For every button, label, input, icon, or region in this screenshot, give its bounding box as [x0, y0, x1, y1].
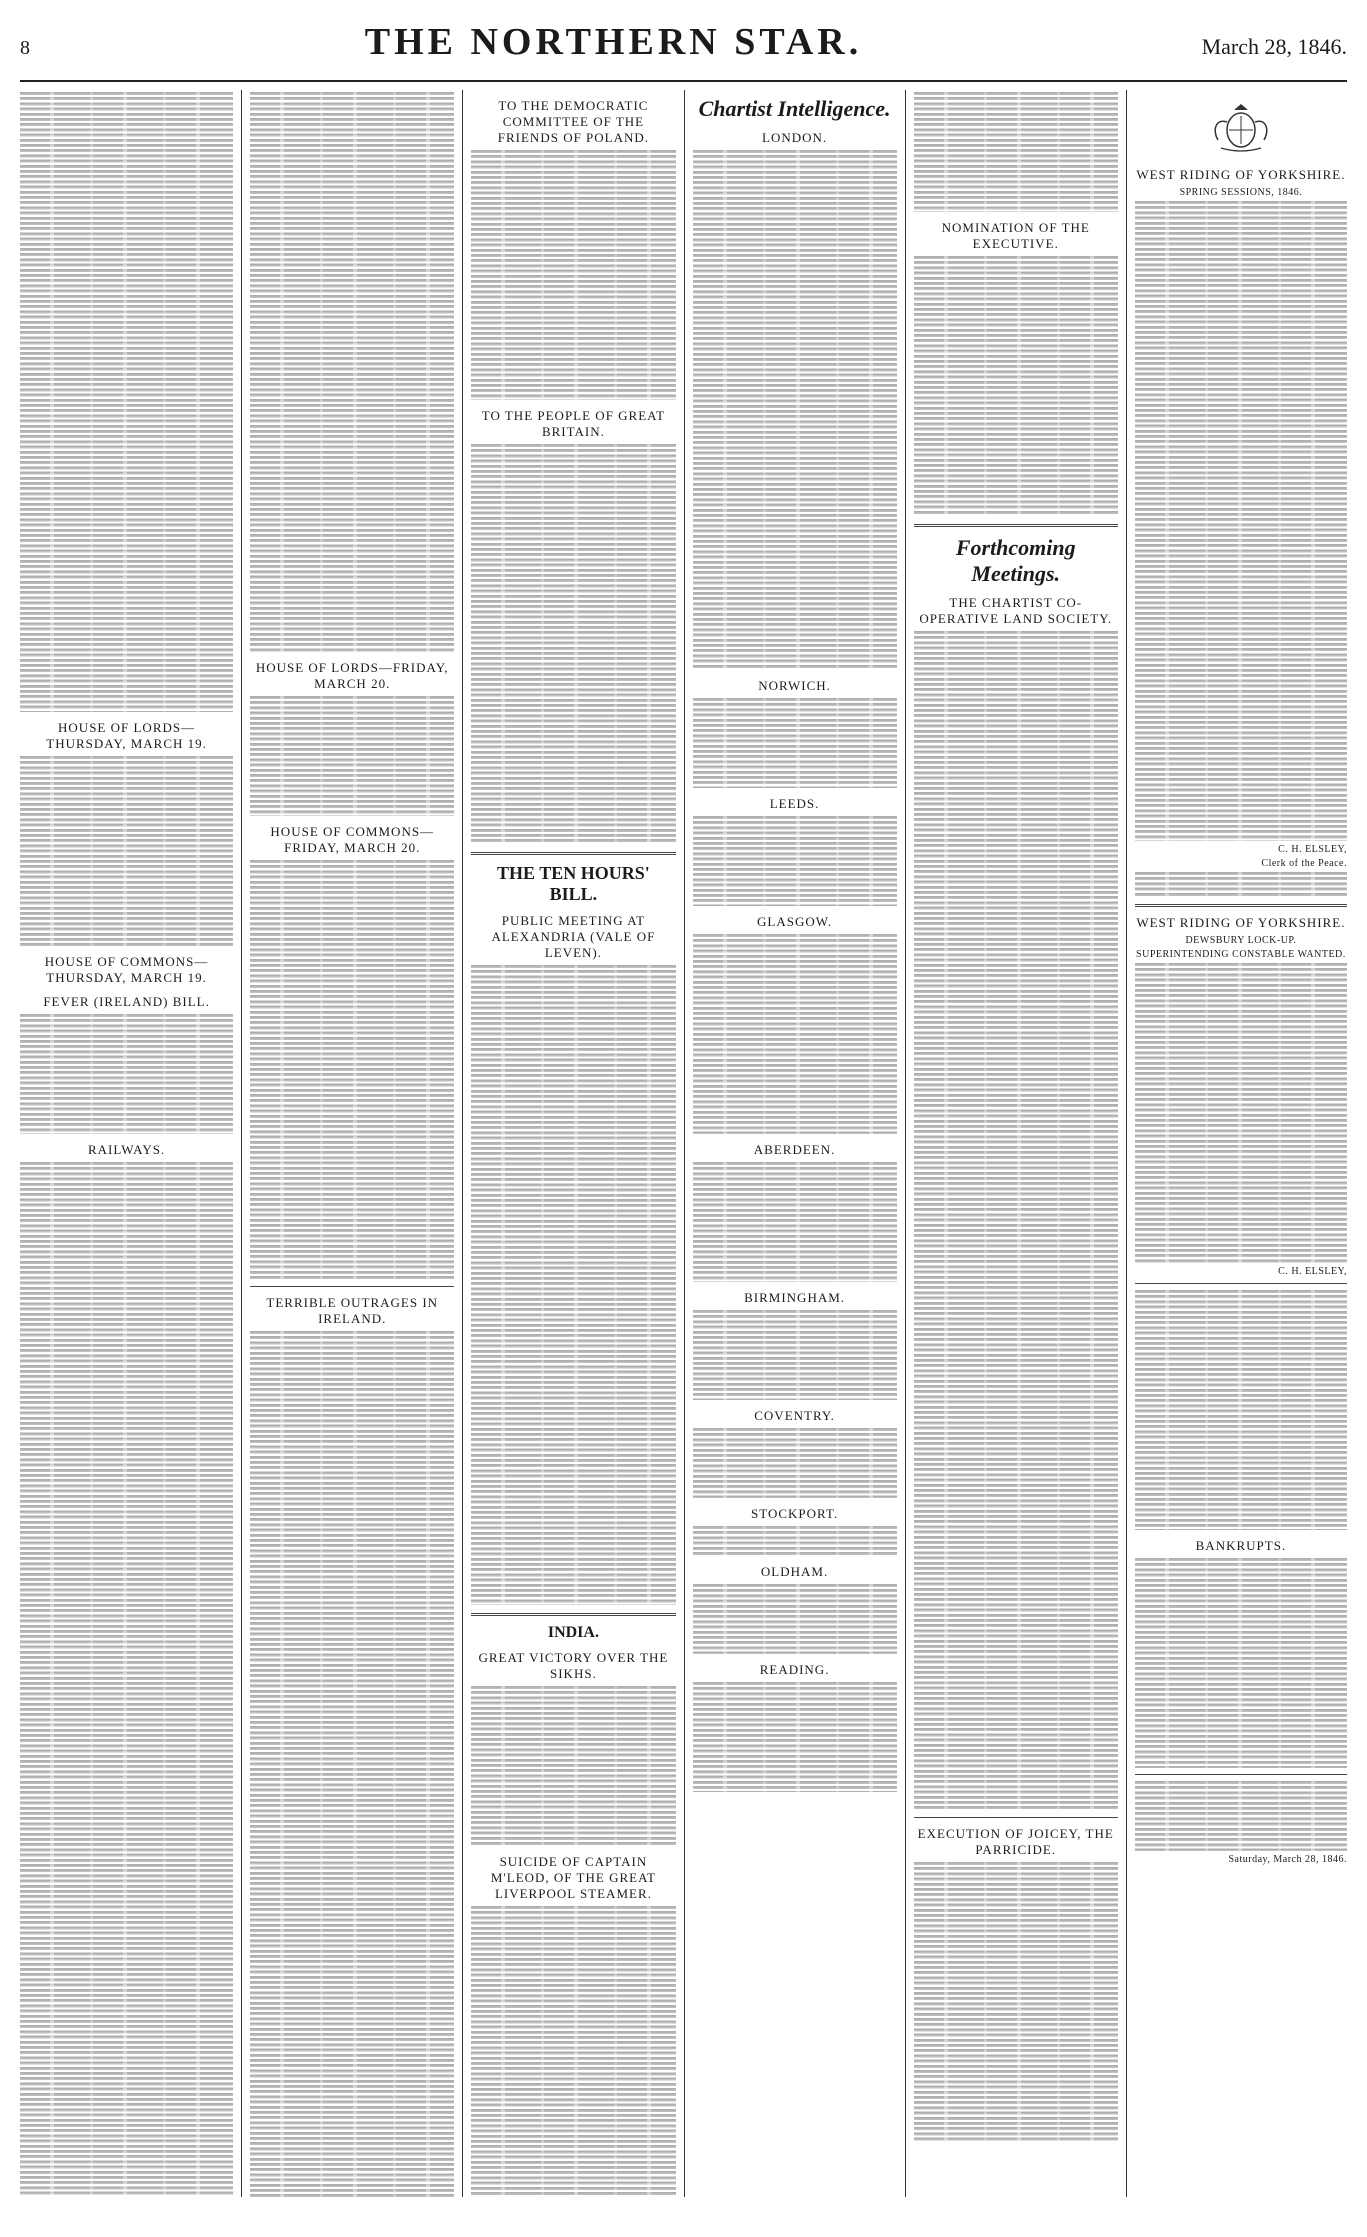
section-forthcoming-meetings: Forthcoming Meetings. [955, 535, 1076, 586]
article-text [250, 696, 454, 816]
article-text [693, 1310, 897, 1400]
newspaper-page [20, 20, 1347, 2197]
article-text [20, 1162, 233, 2197]
headline-reading: READING. [759, 1662, 830, 1677]
article-text [693, 816, 897, 906]
headline-birmingham: BIRMINGHAM. [744, 1290, 846, 1305]
divider [914, 1817, 1118, 1818]
headline-nomination-executive: NOMINATION OF THE EXECUTIVE. [941, 220, 1090, 251]
subheadline-spring-sessions: SPRING SESSIONS, 1846. [1179, 187, 1303, 198]
article-text [693, 1162, 897, 1282]
headline-leeds: LEEDS. [769, 796, 820, 811]
article-text [693, 934, 897, 1134]
article-text [1135, 1290, 1347, 1530]
column-1 [20, 90, 241, 2197]
article-text [693, 1428, 897, 1498]
headline-oldham: OLDHAM. [760, 1564, 829, 1579]
column-6 [1126, 90, 1347, 2197]
column-2 [241, 90, 462, 2197]
headline-ten-hours-bill: THE TEN HOURS' BILL. [497, 863, 650, 904]
divider [1135, 904, 1347, 907]
headline-stockport: STOCKPORT. [751, 1506, 839, 1521]
article-text [693, 150, 897, 670]
headline-india: INDIA. [547, 1624, 599, 1641]
subheadline-dewsbury: DEWSBURY LOCK-UP. [1185, 935, 1297, 946]
article-text [1135, 1558, 1347, 1768]
headline-house-of-lords-thursday: HOUSE OF LORDS—THURSDAY, MARCH 19. [46, 720, 207, 751]
newspaper-title: THE NORTHERN STAR. [364, 21, 863, 63]
headline-west-riding-1: WEST RIDING OF YORKSHIRE. [1136, 167, 1346, 182]
article-text [1135, 872, 1347, 896]
column-5 [905, 90, 1126, 2197]
article-text [471, 150, 675, 400]
subheadline-constable-wanted: SUPERINTENDING CONSTABLE WANTED. [1136, 949, 1346, 960]
subheadline-victory-sikhs: GREAT VICTORY OVER THE SIKHS. [478, 1650, 669, 1681]
article-text [693, 1682, 897, 1792]
article-text [20, 756, 233, 946]
imprint-date: Saturday, March 28, 1846. [1228, 1854, 1347, 1865]
headline-house-of-commons-friday: HOUSE OF COMMONS—FRIDAY, MARCH 20. [270, 824, 435, 855]
headline-railways: RAILWAYS. [87, 1142, 166, 1157]
headline-suicide-captain: SUICIDE OF CAPTAIN M'LEOD, OF THE GREAT LIVERPOOL STEAMER. [490, 1854, 656, 1901]
article-text [250, 1331, 454, 2197]
headline-aberdeen: ABERDEEN. [753, 1142, 836, 1157]
divider [471, 1613, 675, 1616]
headline-polish-committee: TO THE DEMOCRATIC COMMITTEE OF THE FRIENDS OF POLAND. [497, 98, 650, 145]
masthead [20, 20, 1347, 82]
article-text [471, 965, 675, 1605]
column-3 [462, 90, 683, 2197]
article-text [250, 92, 454, 652]
headline-glasgow: GLASGOW. [757, 914, 833, 929]
divider [1135, 1283, 1347, 1284]
headline-terrible-outrages: TERRIBLE OUTRAGES IN IRELAND. [266, 1295, 439, 1326]
headline-house-of-lords-friday: HOUSE OF LORDS—FRIDAY, MARCH 20. [255, 660, 449, 691]
headline-people-of-britain: TO THE PEOPLE OF GREAT BRITAIN. [481, 408, 666, 439]
article-text [1135, 963, 1347, 1263]
article-text [914, 1862, 1118, 2142]
issue-date: March 28, 1846. [1201, 34, 1347, 59]
royal-arms-emblem [1135, 100, 1347, 159]
article-text [20, 92, 233, 712]
article-text [693, 698, 897, 788]
columns [20, 90, 1347, 2197]
column-4 [684, 90, 905, 2197]
headline-house-of-commons-thursday: HOUSE OF COMMONS—THURSDAY, MARCH 19. [44, 954, 209, 985]
divider [914, 524, 1118, 527]
coat-of-arms-icon [1206, 100, 1276, 155]
article-text [471, 1686, 675, 1846]
headline-london: LONDON. [762, 130, 828, 145]
article-text [693, 1526, 897, 1556]
article-text [1135, 201, 1347, 841]
headline-bankrupts: BANKRUPTS. [1195, 1538, 1287, 1553]
headline-execution-joicey: EXECUTION OF JOICEY, THE PARRICIDE. [917, 1826, 1114, 1857]
article-text [914, 631, 1118, 1811]
signature-title: Clerk of the Peace. [1261, 858, 1347, 869]
article-text [20, 1014, 233, 1134]
article-text [914, 92, 1118, 212]
article-text [471, 444, 675, 844]
headline-west-riding-2: WEST RIDING OF YORKSHIRE. [1136, 915, 1346, 930]
imprint-text [1135, 1781, 1347, 1851]
article-text [914, 256, 1118, 516]
signature-clerk: C. H. ELSLEY, [1278, 844, 1347, 855]
signature-clerk-2: C. H. ELSLEY, [1278, 1266, 1347, 1277]
subheadline-alexandria-meeting: PUBLIC MEETING AT ALEXANDRIA (VALE OF LEVEN). [491, 913, 656, 960]
article-text [693, 1584, 897, 1654]
page-number: 8 [20, 37, 30, 59]
headline-fever-bill: FEVER (IRELAND) BILL. [43, 994, 210, 1009]
headline-coventry: COVENTRY. [754, 1408, 835, 1423]
article-text [250, 860, 454, 1280]
headline-land-society: THE CHARTIST CO-OPERATIVE LAND SOCIETY. [919, 595, 1113, 626]
article-text [471, 1906, 675, 2197]
headline-norwich: NORWICH. [758, 678, 831, 693]
divider [471, 852, 675, 855]
section-chartist-intelligence: Chartist Intelligence. [698, 96, 891, 121]
divider [1135, 1774, 1347, 1775]
divider [250, 1286, 454, 1287]
